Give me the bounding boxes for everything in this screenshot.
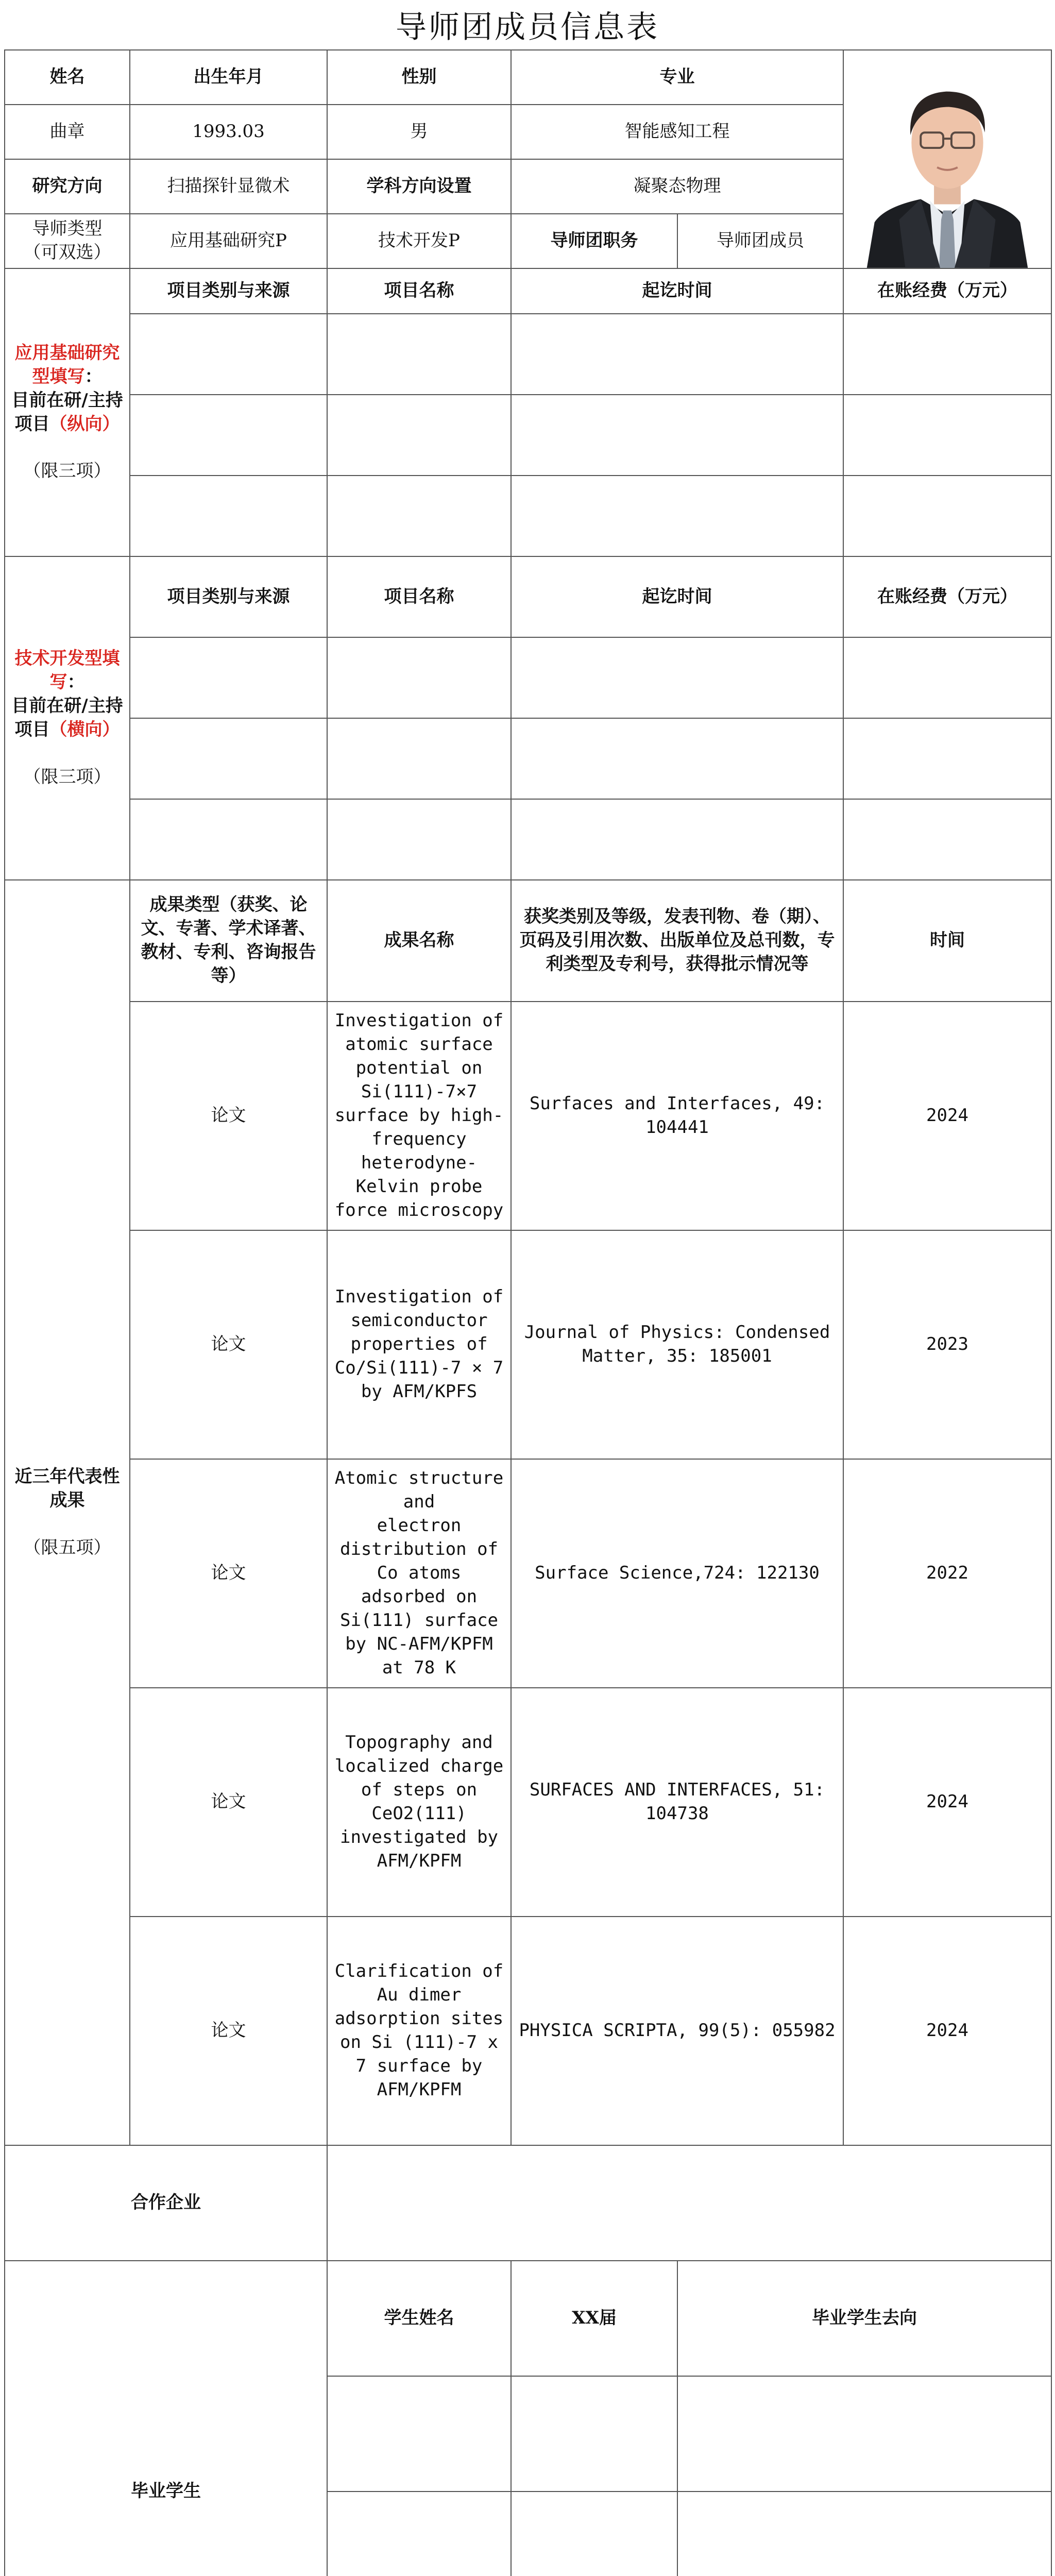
applied-row <box>5 314 1051 395</box>
tech-col-name: 项目名称 <box>327 556 511 637</box>
mentor-type-option2: 技术开发P <box>327 214 511 268</box>
graduate-cell[interactable] <box>511 2376 677 2492</box>
tech-label-mid: 目前在研/主持项目 <box>11 696 123 740</box>
achievement-detail: Surfaces and Interfaces, 49: 104441 <box>511 1002 843 1230</box>
tech-label-red2: （横向） <box>49 719 120 740</box>
applied-label-colon: ： <box>84 366 103 387</box>
research-value: 扫描探针显微术 <box>130 159 327 214</box>
achievement-type: 论文 <box>130 1917 327 2145</box>
achievement-row <box>5 1688 1051 1917</box>
graduate-cell[interactable] <box>677 2376 1051 2492</box>
applied-cell[interactable] <box>327 476 511 556</box>
applied-label-red2: （纵向） <box>49 413 120 434</box>
tech-cell[interactable] <box>130 637 327 718</box>
tech-cell[interactable] <box>130 799 327 880</box>
mentor-type-label <box>5 214 130 268</box>
duty-label: 导师团职务 <box>511 214 677 268</box>
applied-label-red: 应用基础研究型填写 <box>14 342 120 387</box>
achievement-type: 论文 <box>130 1230 327 1459</box>
achievement-type: 论文 <box>130 1688 327 1917</box>
graduate-cell[interactable] <box>677 2492 1051 2576</box>
tech-col-source: 项目类别与来源 <box>130 556 327 637</box>
applied-cell[interactable] <box>327 395 511 476</box>
mentor-info-table <box>4 49 1052 2576</box>
page-title: 导师团成员信息表 <box>396 9 659 45</box>
achievement-name: Investigation of semiconductor properties of Co/Si(111)-7 × 7 by AFM/KPFS <box>327 1230 511 1459</box>
mentor-type-label-line2: （可双选） <box>23 242 111 263</box>
birth-label: 出生年月 <box>130 50 327 105</box>
gender-value: 男 <box>327 105 511 159</box>
achievement-year: 2024 <box>843 1688 1051 1917</box>
applied-row <box>5 395 1051 476</box>
applied-col-funds: 在账经费（万元） <box>843 268 1051 314</box>
achievement-detail: PHYSICA SCRIPTA, 99(5): 055982 <box>511 1917 843 2145</box>
achievement-row <box>5 1459 1051 1688</box>
graduate-cell[interactable] <box>511 2492 677 2576</box>
achievement-name: Atomic structure and electron distribution of Co atoms adsorbed on Si(111) surface by NC-AFM/KPFM at 78 K <box>327 1459 511 1688</box>
applied-col-source: 项目类别与来源 <box>130 268 327 314</box>
applied-cell[interactable] <box>130 314 327 395</box>
applied-cell[interactable] <box>511 395 843 476</box>
name-value: 曲章 <box>5 105 130 159</box>
major-label: 专业 <box>511 50 843 105</box>
tech-cell[interactable] <box>327 799 511 880</box>
achievement-detail: Surface Science,724: 122130 <box>511 1459 843 1688</box>
tech-cell[interactable] <box>843 637 1051 718</box>
applied-row <box>5 476 1051 556</box>
achievements-col-detail: 获奖类别及等级，发表刊物、卷（期）、页码及引用次数、出版单位及总刊数，专利类型及专利号，获得批示情况等 <box>511 880 843 1002</box>
achievement-year: 2022 <box>843 1459 1051 1688</box>
achievement-name: Clarification of Au dimer adsorption sites on Si (111)-7 x 7 surface by AFM/KPFM <box>327 1917 511 2145</box>
achievement-year: 2024 <box>843 1917 1051 2145</box>
applied-cell[interactable] <box>843 395 1051 476</box>
tech-cell[interactable] <box>327 637 511 718</box>
applied-cell[interactable] <box>843 314 1051 395</box>
profile-photo <box>843 50 1051 268</box>
achievement-row <box>5 1917 1051 2145</box>
applied-cell[interactable] <box>843 476 1051 556</box>
achievement-detail: SURFACES AND INTERFACES, 51: 104738 <box>511 1688 843 1917</box>
applied-cell[interactable] <box>130 476 327 556</box>
graduates-label: 毕业学生 <box>5 2261 327 2576</box>
tech-label-colon: ： <box>67 672 85 693</box>
achievement-name: Investigation of atomic surface potential on Si(111)-7×7 surface by high-frequency heterodyne-Kelvin probe force microscopy <box>327 1002 511 1230</box>
tech-label-limit: （限三项） <box>23 766 111 787</box>
achievement-detail: Journal of Physics: Condensed Matter, 35: 185001 <box>511 1230 843 1459</box>
achievements-col-name: 成果名称 <box>327 880 511 1002</box>
tech-section-label <box>5 556 130 880</box>
tech-cell[interactable] <box>843 799 1051 880</box>
major-value: 智能感知工程 <box>511 105 843 159</box>
tech-cell[interactable] <box>843 718 1051 799</box>
tech-row <box>5 637 1051 718</box>
tech-row <box>5 799 1051 880</box>
name-label: 姓名 <box>5 50 130 105</box>
achievement-row <box>5 1002 1051 1230</box>
tech-col-period: 起讫时间 <box>511 556 843 637</box>
tech-cell[interactable] <box>511 637 843 718</box>
tech-cell[interactable] <box>130 718 327 799</box>
birth-value: 1993.03 <box>130 105 327 159</box>
achievements-col-year: 时间 <box>843 880 1051 1002</box>
tech-label-red: 技术开发型填写 <box>14 648 120 693</box>
achievements-section-label <box>5 880 130 2145</box>
applied-cell[interactable] <box>130 395 327 476</box>
graduate-cell[interactable] <box>327 2492 511 2576</box>
graduates-col-destination: 毕业学生去向 <box>677 2261 1051 2376</box>
cooperation-label: 合作企业 <box>5 2145 327 2261</box>
research-label: 研究方向 <box>5 159 130 214</box>
discipline-value: 凝聚态物理 <box>511 159 843 214</box>
graduates-col-name: 学生姓名 <box>327 2261 511 2376</box>
person-portrait-icon <box>844 50 1051 268</box>
duty-value: 导师团成员 <box>677 214 843 268</box>
applied-col-name: 项目名称 <box>327 268 511 314</box>
graduate-cell[interactable] <box>327 2376 511 2492</box>
achievement-row <box>5 1230 1051 1459</box>
achievement-year: 2023 <box>843 1230 1051 1459</box>
applied-cell[interactable] <box>327 314 511 395</box>
tech-cell[interactable] <box>327 718 511 799</box>
tech-cell[interactable] <box>511 799 843 880</box>
graduates-col-class: XX届 <box>511 2261 677 2376</box>
applied-section-label <box>5 268 130 556</box>
achievement-name: Topography and localized charge of steps on CeO2(111) investigated by AFM/KPFM <box>327 1688 511 1917</box>
applied-cell[interactable] <box>511 476 843 556</box>
achievements-col-type: 成果类型（获奖、论文、专著、学术译著、教材、专利、咨询报告等） <box>130 880 327 1002</box>
tech-row <box>5 718 1051 799</box>
applied-col-period: 起讫时间 <box>511 268 843 314</box>
achievement-type: 论文 <box>130 1002 327 1230</box>
achievements-label: 近三年代表性成果 <box>14 1466 120 1511</box>
gender-label: 性别 <box>327 50 511 105</box>
applied-cell[interactable] <box>511 314 843 395</box>
achievement-type: 论文 <box>130 1459 327 1688</box>
achievement-year: 2024 <box>843 1002 1051 1230</box>
tech-col-funds: 在账经费（万元） <box>843 556 1051 637</box>
tech-cell[interactable] <box>511 718 843 799</box>
achievements-limit: （限五项） <box>23 1537 111 1558</box>
discipline-label: 学科方向设置 <box>327 159 511 214</box>
cooperation-value[interactable] <box>327 2145 1051 2261</box>
mentor-type-label-line1: 导师类型 <box>32 218 103 240</box>
applied-label-limit: （限三项） <box>23 461 111 482</box>
applied-label-mid: 目前在研/主持项目 <box>11 389 123 434</box>
mentor-type-option1: 应用基础研究P <box>130 214 327 268</box>
